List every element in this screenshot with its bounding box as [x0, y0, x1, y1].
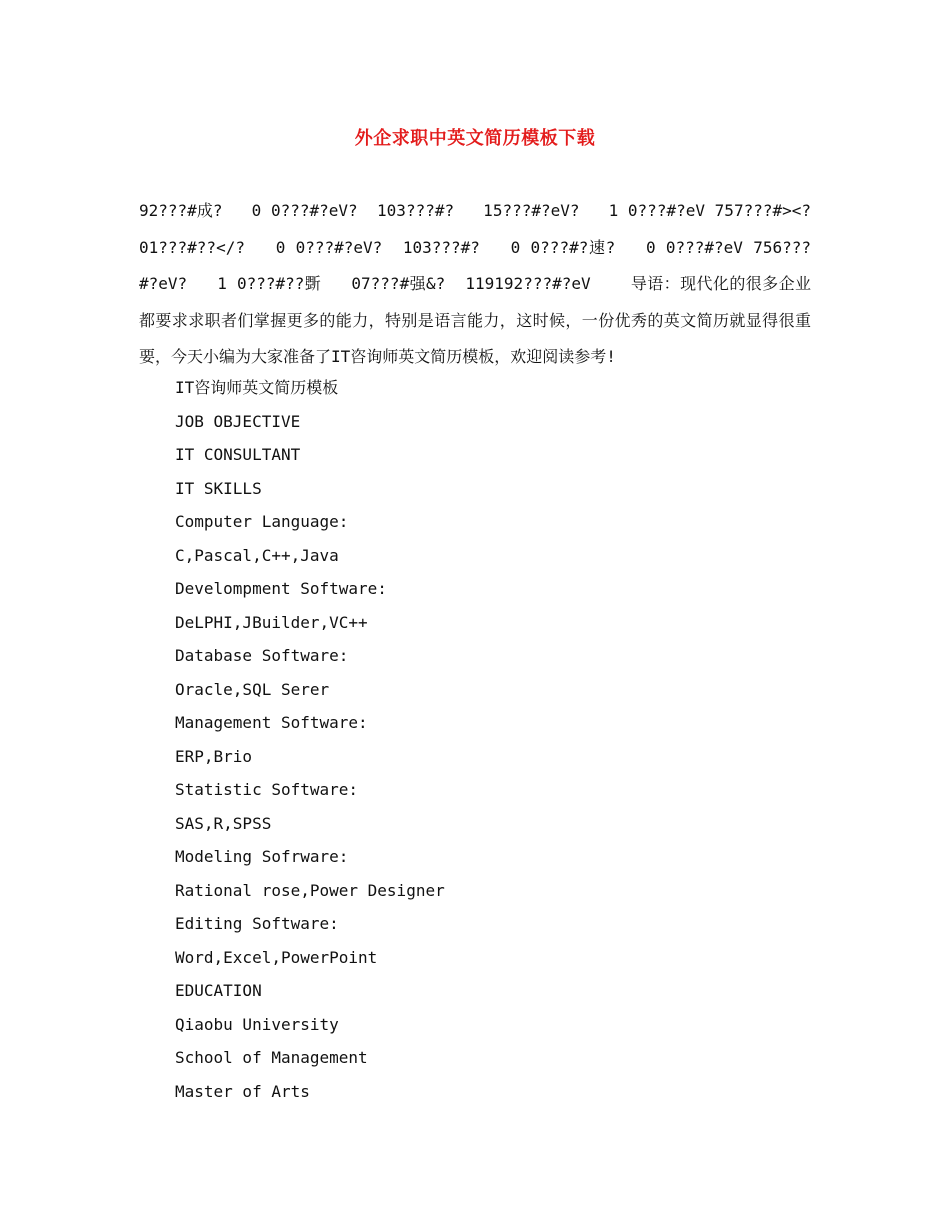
line-degree: Master of Arts [175, 1081, 310, 1101]
line-computer-language-label: Computer Language: [175, 512, 349, 531]
line-development-software: DeLPHI,JBuilder,VC++ [175, 612, 368, 632]
resume-lines [175, 371, 815, 1108]
document-title: 外企求职中英文简历模板下载 [354, 128, 596, 149]
line-development-software-label: Develompment Software: [175, 579, 387, 598]
line-statistic-software: SAS,R,SPSS [175, 813, 272, 833]
line-modeling-software: Rational rose,Power Designer [175, 880, 445, 900]
line-editing-software-label: Editing Software: [175, 914, 339, 933]
line-education-heading: EDUCATION [175, 981, 262, 1000]
line-database-software-label: Database Software: [175, 646, 349, 665]
intro-text: 导语：现代化的很多企业都要求求职者们掌握更多的能力，特别是语言能力，这时候，一份优秀的英文简历就显得很重要，今天小编为大家准备了IT咨询师英文简历模板，欢迎阅读参考! [139, 274, 811, 366]
line-university: Qiaobu University [175, 1014, 339, 1034]
line-management-software: ERP,Brio [175, 746, 253, 766]
line-it-skills-heading: IT SKILLS [175, 478, 262, 498]
line-school: School of Management [175, 1048, 368, 1067]
line-resume-title: IT咨询师英文简历模板 [175, 378, 339, 397]
intro-paragraph [139, 193, 811, 376]
line-database-software: Oracle,SQL Serer [175, 679, 330, 699]
line-management-software-label: Management Software: [175, 713, 368, 732]
line-modeling-software-label: Modeling Sofrware: [175, 847, 349, 866]
line-job-objective: IT CONSULTANT [175, 445, 301, 464]
line-statistic-software-label: Statistic Software: [175, 780, 359, 799]
line-job-objective-heading: JOB OBJECTIVE [175, 411, 301, 431]
line-editing-software: Word,Excel,PowerPoint [175, 947, 378, 967]
garbled-text: 92???#成? 0 0???#?eV? 103???#? 15???#?eV? 1 0???#?eV 757???#><?01???#??</? 0 0???#?eV? 103???#? 0 0???#?速? 0 0???#?eV 756???#?eV? 1 0???#??斲 07???#强&? 119192???#?eV [139, 201, 811, 293]
line-computer-language: C,Pascal,C++,Java [175, 545, 339, 565]
